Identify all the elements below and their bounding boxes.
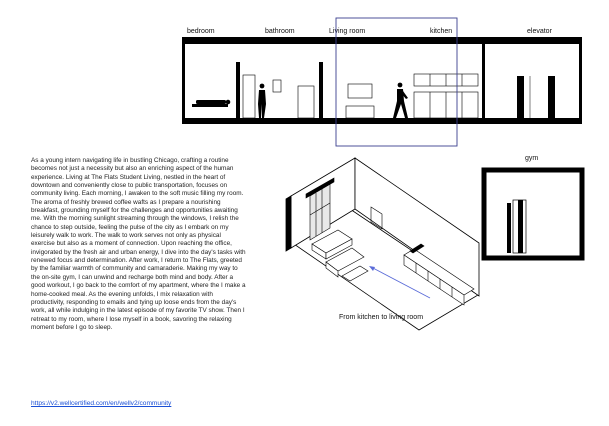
source-link[interactable]: https://v2.wellcertified.com/en/wellv2/community [31,400,172,407]
label-bedroom: bedroom [187,28,215,35]
label-living-room: Living room [329,28,366,35]
diagram-caption: From kitchen to living room [339,314,424,321]
label-elevator: elevator [527,28,552,35]
label-bathroom: bathroom [265,28,295,35]
label-kitchen: kitchen [430,28,453,35]
story-paragraph: As a young intern navigating life in bustling Chicago, crafting a routine becomes not just a necessity but also an enriching aspect of the human experience. Living at The Flats Student Living, nestled in the heart of downtown and conveniently close to public transportation, focuses on community living. Each morning, I awaken to the soft music filling my room. The aroma of freshly brewed coffee wafts as I prepare a nourishing breakfast, grounding myself for the challenges and opportunities awaiting me. With the morning sunlight streaming through the windows, I relish the chance to step outside, feeling the pulse of the city as I embark on my leisurely walk to work. The walk to work serves not only as physical exercise but also as a moment of connection. Upon reaching the office, invigorated by the fresh air and urban energy, I dive into the day's tasks with renewed focus and determination. After work, I return to The Flats, greeted by the familiar warmth of community and camaraderie. Making my way to the on-site gym, I can unwind and recharge both mind and body. After a good workout, I go back to the comfort of my apartment, where the I make a home-cooked meal. As the evening unfolds, I mix relaxation with productivity, responding to emails and tying up loose ends from the day's work, all while indulging in the latest episode of my favorite TV show. Then I retreat to my room, where I lose myself in a book, savoring the relaxing moment before I go to sleep. [31,157,246,331]
label-gym: gym [525,155,539,162]
iso-wall-cut [286,196,291,251]
